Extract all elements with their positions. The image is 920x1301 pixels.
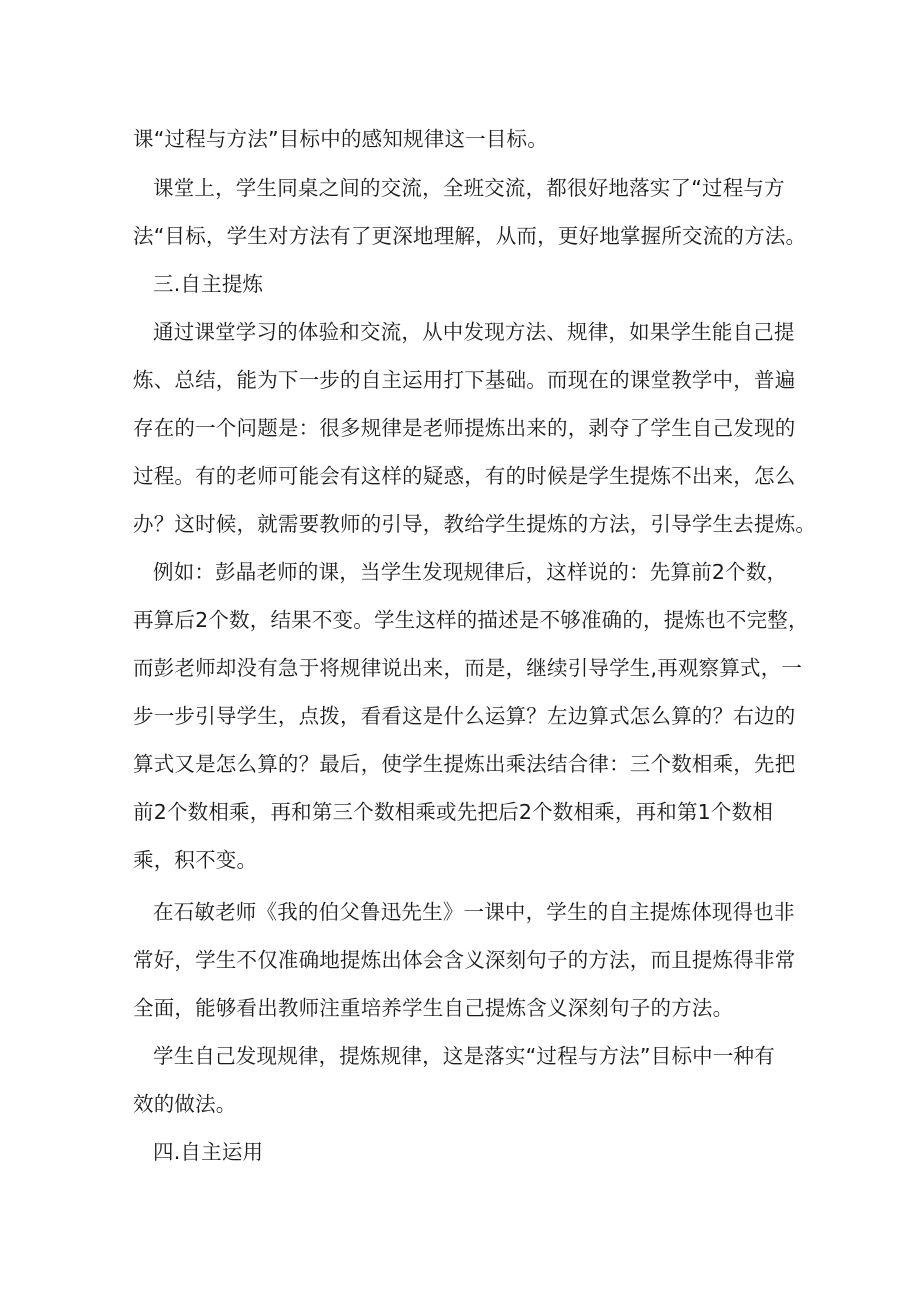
text-line-21: 效的做法。 (133, 1092, 237, 1116)
text-line-14: 算式又是怎么算的？最后，使学生提炼出乘法结合律：三个数相乘，先把 (133, 752, 796, 776)
text-line-1: 课“过程与方法”目标中的感知规律这一目标。 (133, 127, 548, 151)
text-line-6: 炼、总结，能为下一步的自主运用打下基础。而现在的课堂教学中，普遍 (133, 368, 796, 392)
text-line-16: 乘，积不变。 (133, 848, 258, 872)
text-line-12: 而彭老师却没有急于将规律说出来，而是，继续引导学生,再观察算式，一 (133, 656, 803, 680)
text-line-19: 全面，能够看出教师注重培养学生自己提炼含义深刻句子的方法。 (133, 996, 734, 1020)
text-line-20: 学生自己发现规律，提炼规律，这是落实“过程与方法”目标中一种有 (153, 1044, 775, 1068)
section-heading-4: 四.自主运用 (153, 1140, 264, 1164)
text-line-5: 通过课堂学习的体验和交流，从中发现方法、规律，如果学生能自己提 (153, 320, 795, 344)
text-line-2: 课堂上，学生同桌之间的交流，全班交流，都很好地落实了“过程与方 (153, 176, 785, 200)
text-line-10: 例如：彭晶老师的课，当学生发现规律后，这样说的：先算前2个数， (153, 560, 788, 584)
text-line-3: 法“目标，学生对方法有了更深地理解，从而，更好地掌握所交流的方法。 (133, 224, 807, 248)
text-line-8: 过程。有的老师可能会有这样的疑惑，有的时候是学生提炼不出来，怎么 (133, 464, 796, 488)
text-line-7: 存在的一个问题是：很多规律是老师提炼出来的，剥夺了学生自己发现的 (133, 416, 796, 440)
text-line-13: 步一步引导学生，点拨，看看这是什么运算？左边算式怎么算的？右边的 (133, 704, 796, 728)
text-line-18: 常好，学生不仅准确地提炼出体会含义深刻句子的方法，而且提炼得非常 (133, 948, 796, 972)
text-line-9: 办？这时候，就需要教师的引导，教给学生提炼的方法，引导学生去提炼。 (133, 512, 817, 536)
section-heading-3: 三.自主提炼 (153, 272, 264, 296)
text-line-11: 再算后2个数，结果不变。学生这样的描述是不够准确的，提炼也不完整， (133, 608, 809, 632)
text-line-15: 前2个数相乘，再和第三个数相乘或先把后2个数相乘，再和第1个数相 (133, 800, 774, 824)
text-line-17: 在石敏老师《我的伯父鲁迅先生》一课中，学生的自主提炼体现得也非 (153, 900, 795, 924)
